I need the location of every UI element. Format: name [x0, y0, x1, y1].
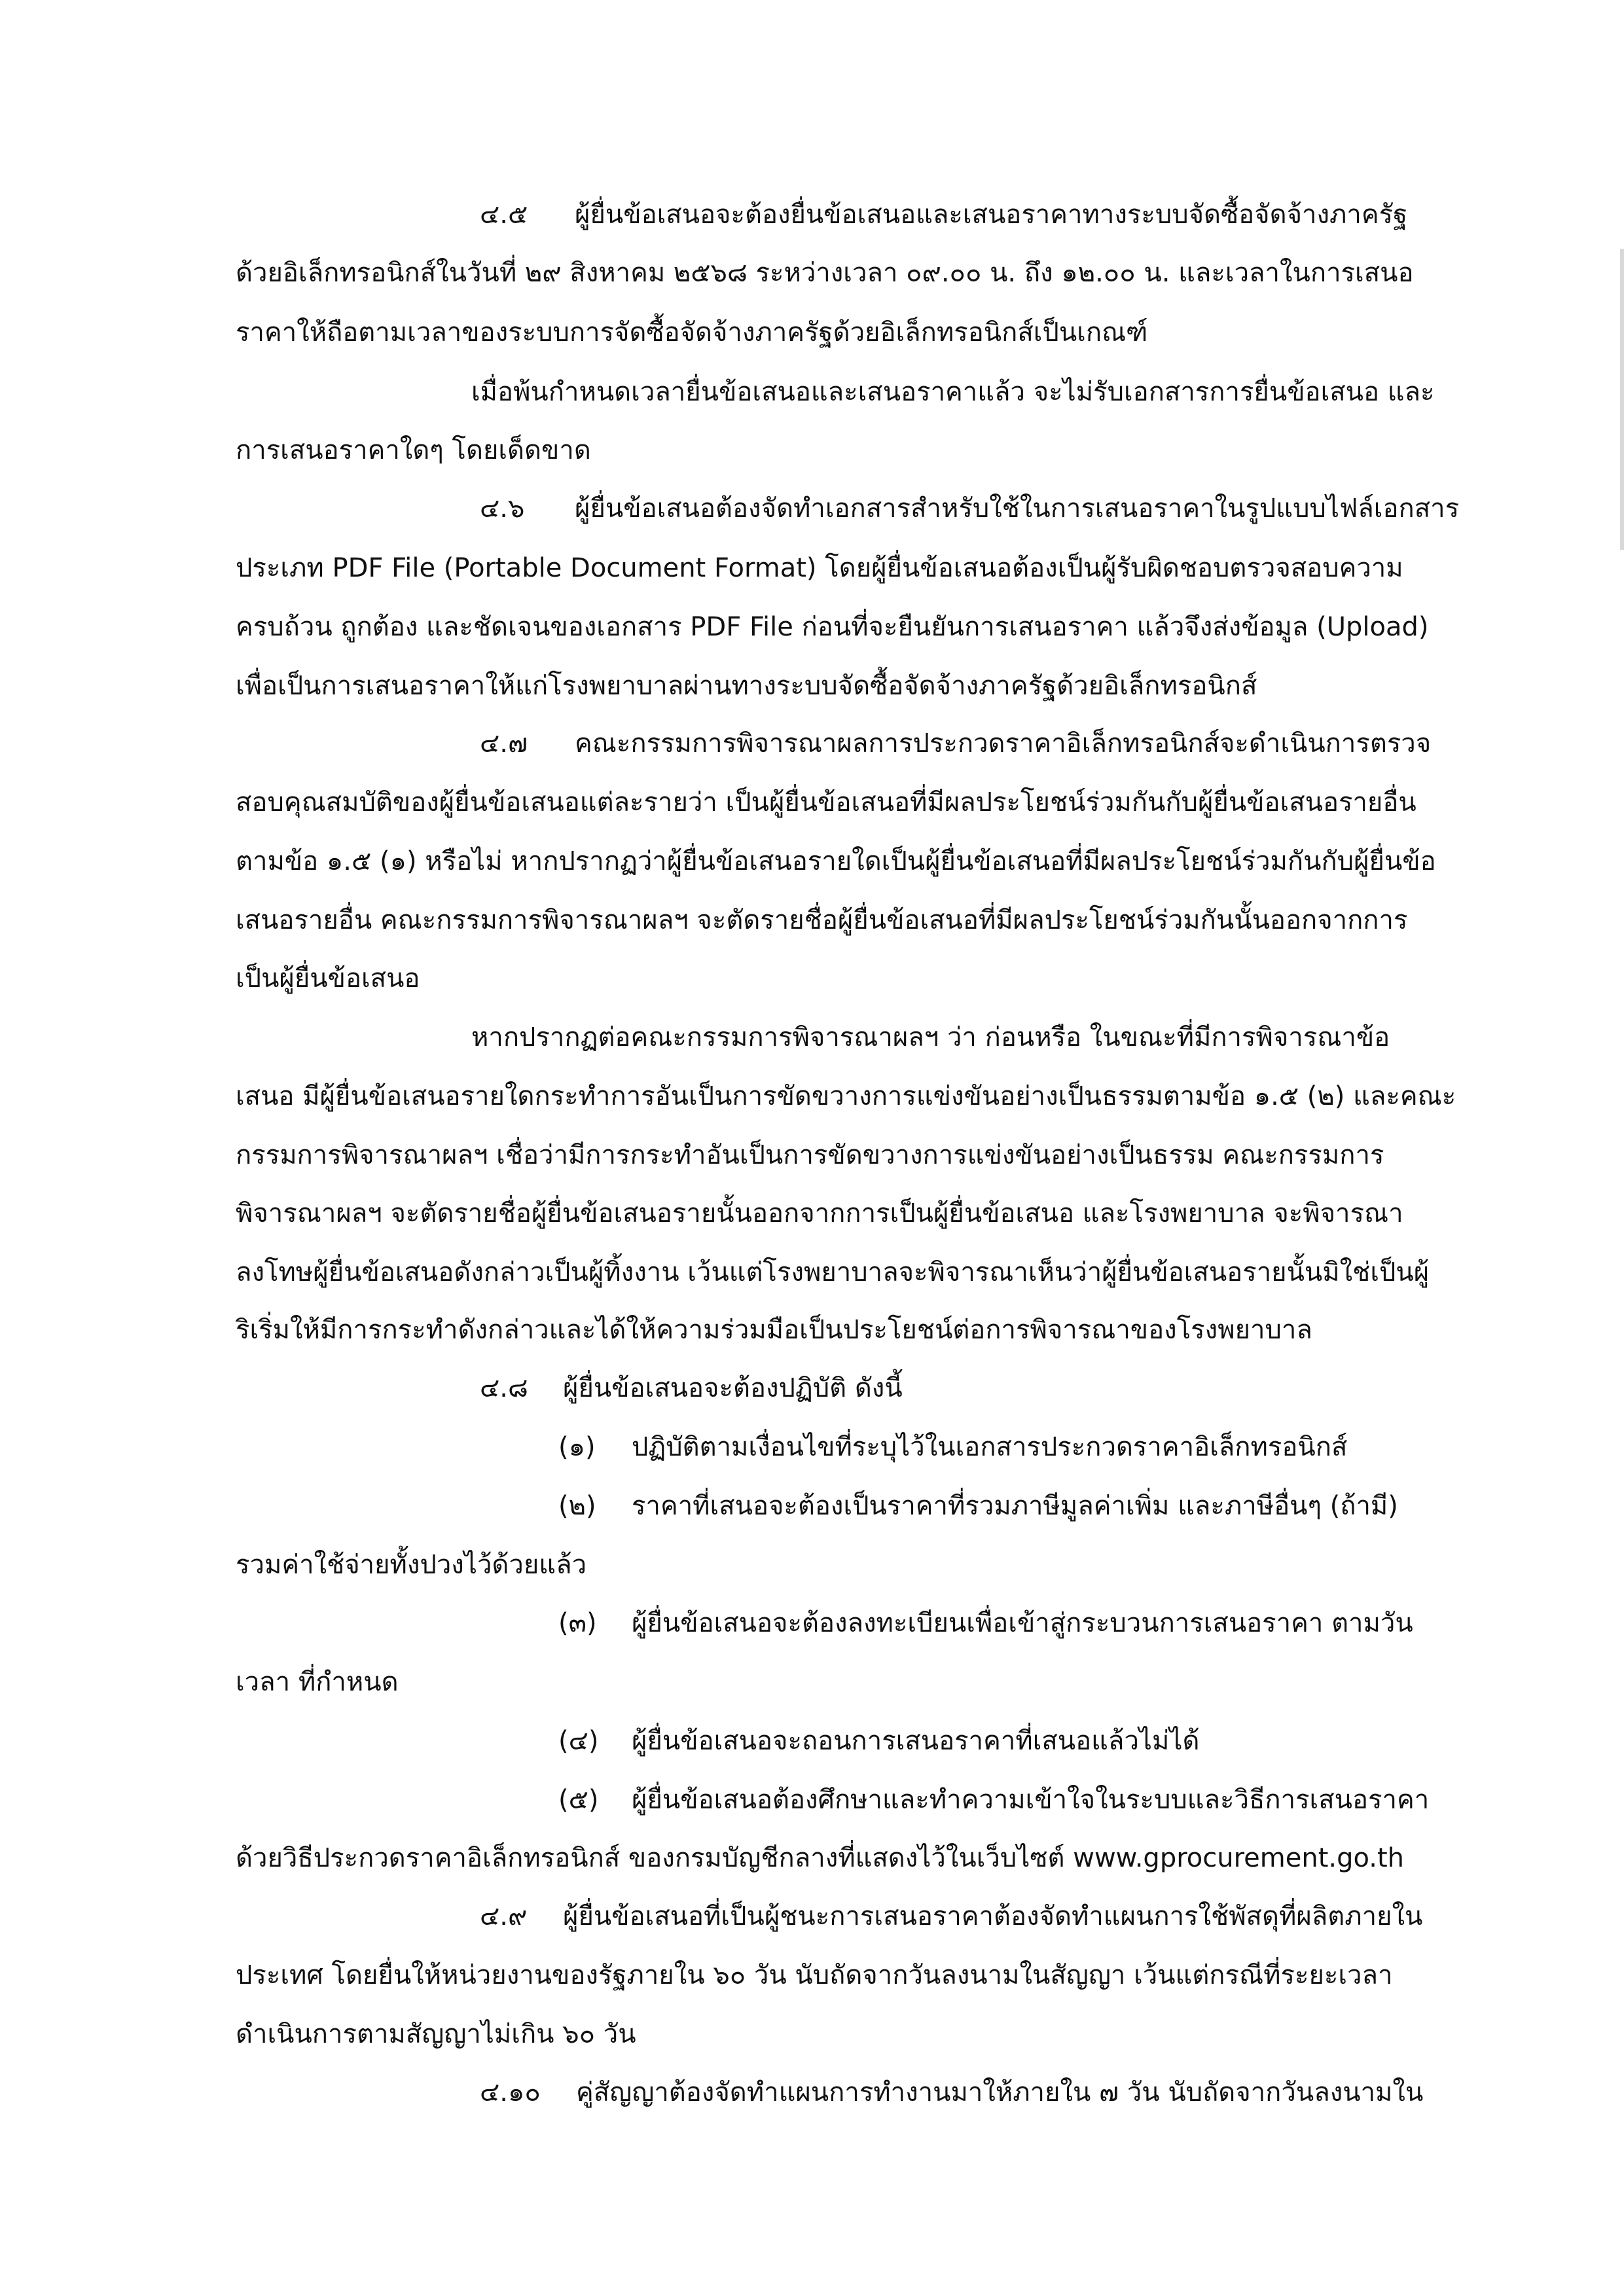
section-number: ๔.๑๐	[480, 2077, 541, 2108]
paragraph-line: คู่สัญญาต้องจัดทำแผนการทำงานมาให้ภายใน ๗ วัน นับถัดจากวันลงนามใน	[576, 2077, 1424, 2108]
paragraph-line: หากปรากฏต่อคณะกรรมการพิจารณาผลฯ ว่า ก่อนหรือ ในขณะที่มีการพิจารณาข้อ	[471, 1022, 1390, 1052]
section-number: ๔.๙	[480, 1901, 528, 1931]
paragraph-line: ดำเนินการตามสัญญาไม่เกิน ๖๐ วัน	[236, 2019, 636, 2049]
list-item-number: (๕)	[558, 1785, 599, 1815]
paragraph-line: คณะกรรมการพิจารณาผลการประกวดราคาอิเล็กทรอนิกส์จะดำเนินการตรวจ	[575, 728, 1432, 759]
paragraph-line: ลงโทษผู้ยื่นข้อเสนอดังกล่าวเป็นผู้ทิ้งงาน เว้นแต่โรงพยาบาลจะพิจารณาเห็นว่าผู้ยื่นข้อเสนอรายนั้นมิใช่เป็นผู้	[236, 1257, 1430, 1287]
paragraph-line: เพื่อเป็นการเสนอราคาให้แก่โรงพยาบาลผ่านทางระบบจัดซื้อจัดจ้างภาครัฐด้วยอิเล็กทรอนิกส์	[236, 671, 1257, 701]
list-item-line: ราคาที่เสนอจะต้องเป็นราคาที่รวมภาษีมูลค่าเพิ่ม และภาษีอื่นๆ (ถ้ามี)	[632, 1491, 1398, 1521]
paragraph-line: เมื่อพ้นกำหนดเวลายื่นข้อเสนอและเสนอราคาแล้ว จะไม่รับเอกสารการยื่นข้อเสนอ และ	[471, 377, 1435, 407]
paragraph-line: ประเทศ โดยยื่นให้หน่วยงานของรัฐภายใน ๖๐ วัน นับถัดจากวันลงนามในสัญญา เว้นแต่กรณีที่ระยะเวลา	[236, 1960, 1393, 1990]
paragraph-line: ผู้ยื่นข้อเสนอที่เป็นผู้ชนะการเสนอราคาต้องจัดทำแผนการใช้พัสดุที่ผลิตภายใน	[563, 1901, 1423, 1931]
paragraph-line: เสนอ มีผู้ยื่นข้อเสนอรายใดกระทำการอันเป็นการขัดขวางการแข่งขันอย่างเป็นธรรมตามข้อ ๑.๕ (๒) และคณะ	[236, 1081, 1456, 1111]
list-item-number: (๓)	[558, 1608, 597, 1638]
paragraph-line: ประเภท PDF File (Portable Document Format) โดยผู้ยื่นข้อเสนอต้องเป็นผู้รับผิดชอบตรวจสอบความ	[236, 553, 1403, 583]
list-item-line: ปฏิบัติตามเงื่อนไขที่ระบุไว้ในเอกสารประกวดราคาอิเล็กทรอนิกส์	[632, 1432, 1348, 1462]
paragraph-line: เป็นผู้ยื่นข้อเสนอ	[236, 963, 420, 994]
paragraph-line: การเสนอราคาใดๆ โดยเด็ดขาด	[236, 435, 591, 465]
paragraph-line: ผู้ยื่นข้อเสนอจะต้องปฏิบัติ ดังนี้	[563, 1373, 903, 1403]
paragraph-line: ราคาให้ถือตามเวลาของระบบการจัดซื้อจัดจ้างภาครัฐด้วยอิเล็กทรอนิกส์เป็นเกณฑ์	[236, 317, 1148, 348]
paragraph-line: พิจารณาผลฯ จะตัดรายชื่อผู้ยื่นข้อเสนอรายนั้นออกจากการเป็นผู้ยื่นข้อเสนอ และโรงพยาบาล จะพิจารณา	[236, 1198, 1403, 1229]
paragraph-line: ผู้ยื่นข้อเสนอต้องจัดทำเอกสารสำหรับใช้ในการเสนอราคาในรูปแบบไฟล์เอกสาร	[575, 493, 1460, 524]
paragraph-line: ครบถ้วน ถูกต้อง และชัดเจนของเอกสาร PDF File ก่อนที่จะยืนยันการเสนอราคา แล้วจึงส่งข้อมูล (Upload)	[236, 612, 1429, 642]
paragraph-line: ผู้ยื่นข้อเสนอจะต้องยื่นข้อเสนอและเสนอราคาทางระบบจัดซื้อจัดจ้างภาครัฐ	[575, 200, 1408, 230]
list-item-line: ผู้ยื่นข้อเสนอจะถอนการเสนอราคาที่เสนอแล้วไม่ได้	[632, 1726, 1200, 1756]
list-item-number: (๑)	[558, 1432, 596, 1462]
list-item-line: ด้วยวิธีประกวดราคาอิเล็กทรอนิกส์ ของกรมบัญชีกลางที่แสดงไว้ในเว็บไซต์ www.gprocurement.go.th	[236, 1843, 1404, 1873]
list-item-number: (๔)	[558, 1726, 599, 1756]
paragraph-line: กรรมการพิจารณาผลฯ เชื่อว่ามีการกระทำอันเป็นการขัดขวางการแข่งขันอย่างเป็นธรรม คณะกรรมการ	[236, 1140, 1384, 1170]
section-number: ๔.๖	[480, 493, 525, 524]
section-number: ๔.๕	[480, 200, 528, 230]
paragraph-line: สอบคุณสมบัติของผู้ยื่นข้อเสนอแต่ละรายว่า เป็นผู้ยื่นข้อเสนอที่มีผลประโยชน์ร่วมกันกับผู้ยื่นข้อเสนอรายอื่น	[236, 787, 1416, 817]
paragraph-line: ริเริ่มให้มีการกระทำดังกล่าวและได้ให้ความร่วมมือเป็นประโยชน์ต่อการพิจารณาของโรงพยาบาล	[236, 1315, 1312, 1345]
list-item-line: ผู้ยื่นข้อเสนอต้องศึกษาและทำความเข้าใจในระบบและวิธีการเสนอราคา	[632, 1785, 1430, 1815]
list-item-line: เวลา ที่กำหนด	[236, 1667, 399, 1697]
paragraph-line: เสนอรายอื่น คณะกรรมการพิจารณาผลฯ จะตัดรายชื่อผู้ยื่นข้อเสนอที่มีผลประโยชน์ร่วมกันนั้นออกจากการ	[236, 905, 1408, 935]
list-item-line: ผู้ยื่นข้อเสนอจะต้องลงทะเบียนเพื่อเข้าสู่กระบวนการเสนอราคา ตามวัน	[632, 1608, 1413, 1638]
list-item-line: รวมค่าใช้จ่ายทั้งปวงไว้ด้วยแล้ว	[236, 1550, 587, 1580]
section-number: ๔.๗	[480, 728, 528, 759]
scan-edge-mark	[1620, 249, 1624, 550]
list-item-number: (๒)	[558, 1491, 596, 1521]
section-number: ๔.๘	[480, 1373, 528, 1403]
paragraph-line: ตามข้อ ๑.๕ (๑) หรือไม่ หากปรากฏว่าผู้ยื่นข้อเสนอรายใดเป็นผู้ยื่นข้อเสนอที่มีผลประโยชน์ร่วมกันกับผู้ยื่นข้อ	[236, 846, 1436, 876]
paragraph-line: ด้วยอิเล็กทรอนิกส์ในวันที่ ๒๙ สิงหาคม ๒๕๖๘ ระหว่างเวลา ๐๙.๐๐ น. ถึง ๑๒.๐๐ น. และเวลาในการเสนอ	[236, 258, 1414, 288]
